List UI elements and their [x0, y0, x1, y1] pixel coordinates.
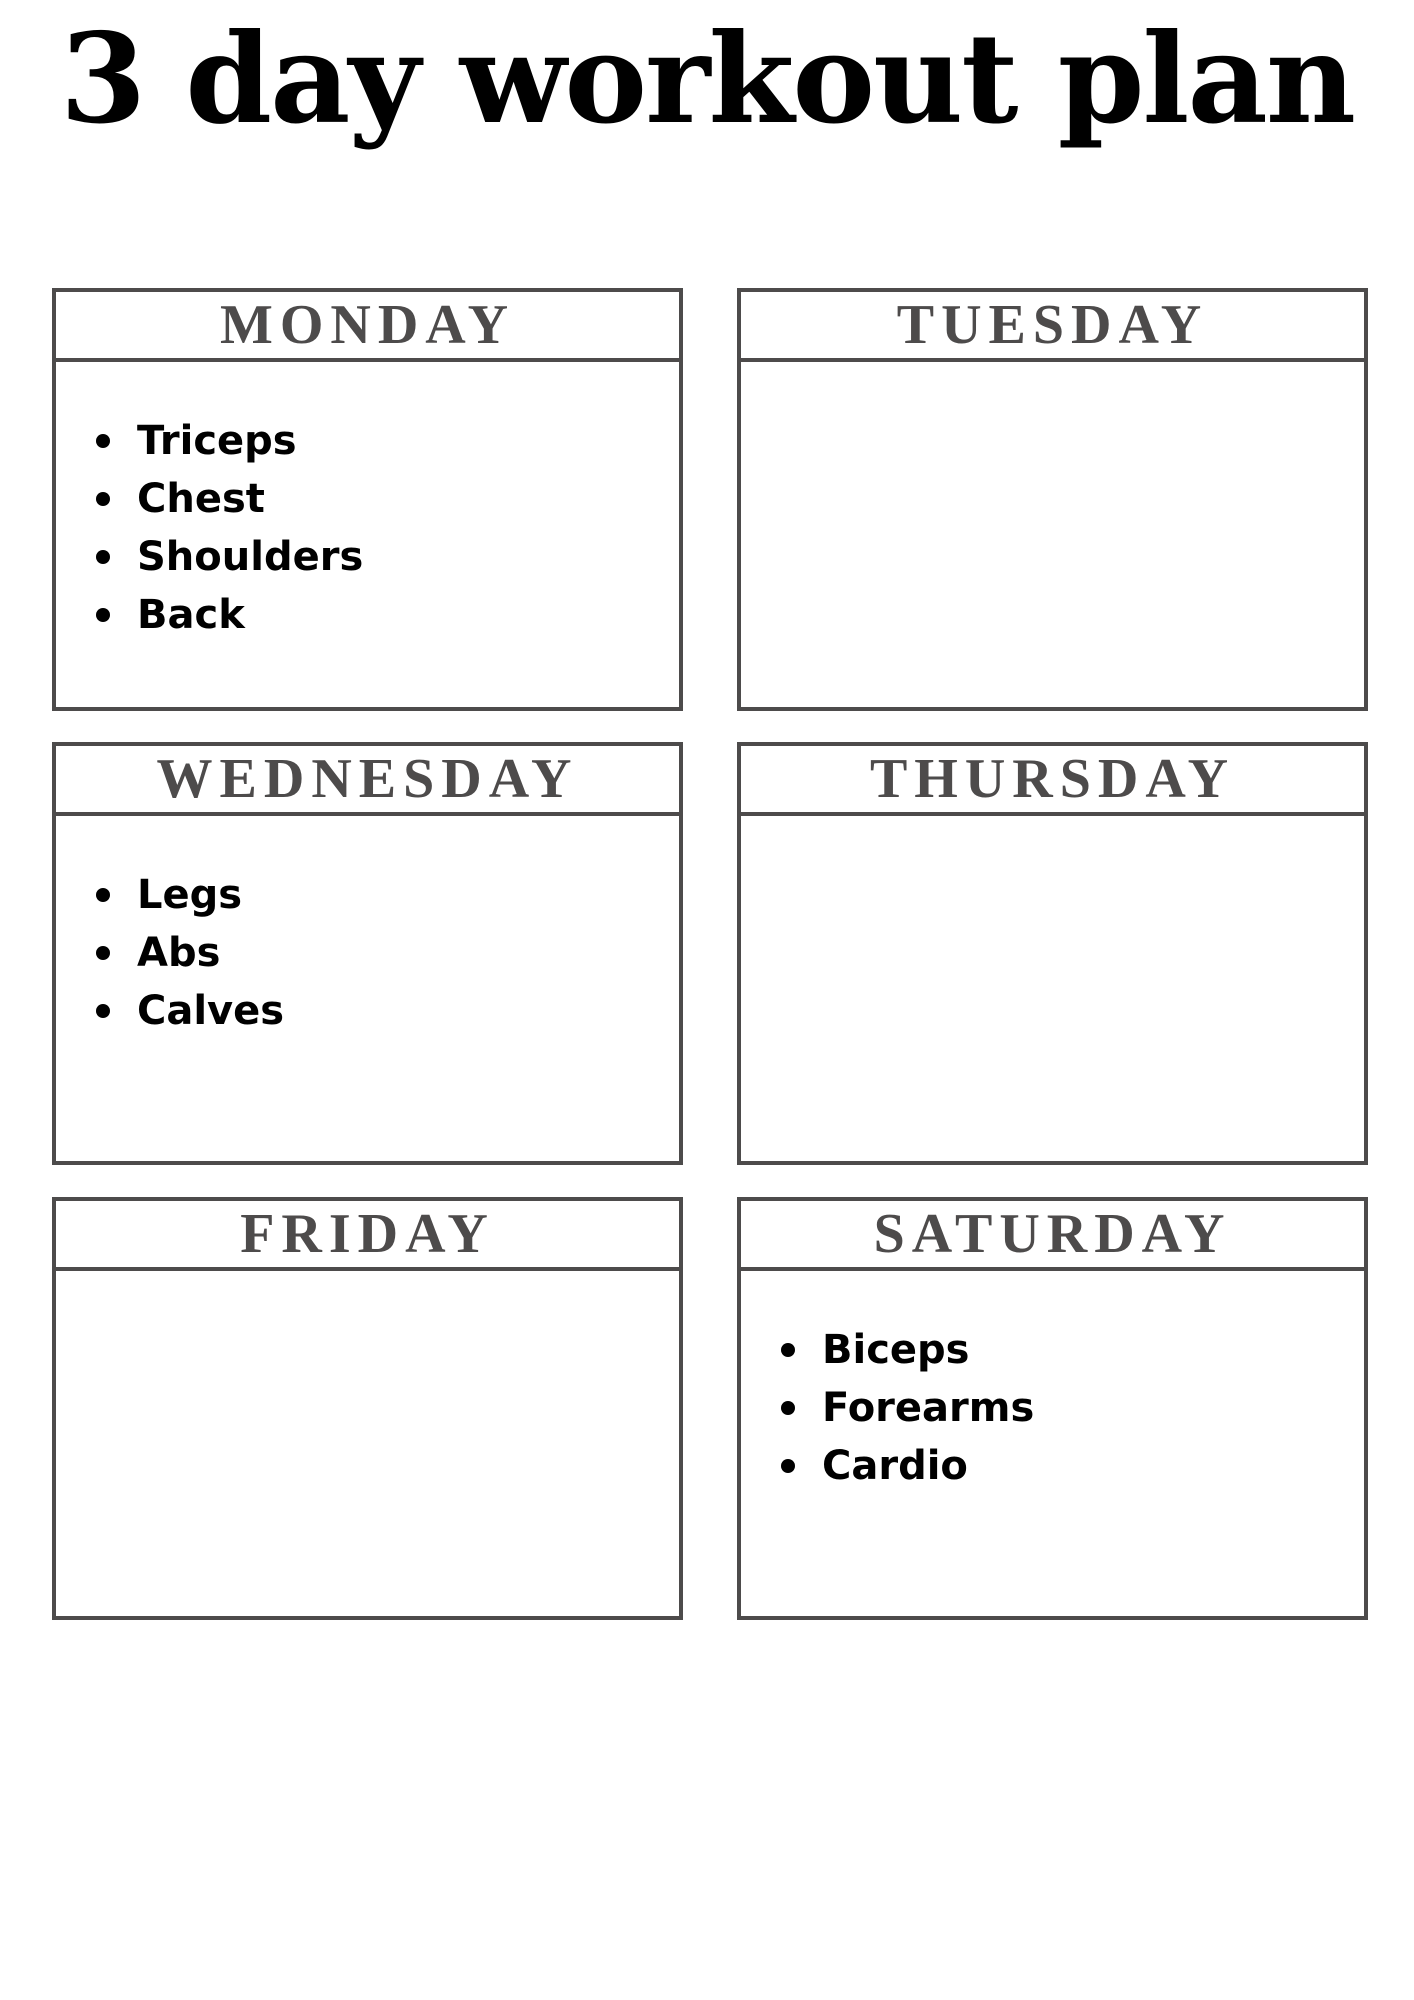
list-item	[96, 528, 363, 586]
bullet-icon	[781, 1343, 795, 1357]
bullet-icon	[781, 1459, 795, 1473]
bullet-icon	[96, 608, 110, 622]
exercise-list-monday	[96, 412, 363, 644]
exercise-list-wednesday	[96, 866, 284, 1040]
exercise-label: Legs	[137, 872, 243, 918]
day-box-thursday	[737, 742, 1368, 1165]
exercise-label: Back	[137, 592, 245, 638]
list-item	[781, 1437, 1034, 1495]
list-item	[96, 924, 284, 982]
list-item	[781, 1321, 1034, 1379]
bullet-icon	[96, 888, 110, 902]
exercise-label: Forearms	[822, 1385, 1035, 1431]
day-header-friday: FRIDAY	[56, 1201, 679, 1271]
day-header-wednesday: WEDNESDAY	[56, 746, 679, 816]
bullet-icon	[96, 550, 110, 564]
exercise-label: Chest	[137, 476, 265, 522]
exercise-label: Abs	[137, 930, 221, 976]
exercise-label: Biceps	[822, 1327, 970, 1373]
list-item	[96, 866, 284, 924]
day-box-saturday	[737, 1197, 1368, 1620]
list-item	[96, 586, 363, 644]
exercise-label: Triceps	[137, 418, 297, 464]
exercise-label: Cardio	[822, 1443, 968, 1489]
bullet-icon	[96, 492, 110, 506]
list-item	[781, 1379, 1034, 1437]
day-header-tuesday: TUESDAY	[741, 292, 1364, 362]
day-box-tuesday	[737, 288, 1368, 711]
day-box-friday	[52, 1197, 683, 1620]
bullet-icon	[96, 946, 110, 960]
day-box-wednesday	[52, 742, 683, 1165]
bullet-icon	[96, 1004, 110, 1018]
bullet-icon	[96, 434, 110, 448]
exercise-label: Shoulders	[137, 534, 364, 580]
exercise-list-saturday	[781, 1321, 1034, 1495]
exercise-label: Calves	[137, 988, 285, 1034]
day-header-monday: MONDAY	[56, 292, 679, 362]
day-header-saturday: SATURDAY	[741, 1201, 1364, 1271]
list-item	[96, 412, 363, 470]
list-item	[96, 982, 284, 1040]
bullet-icon	[781, 1401, 795, 1415]
page-title: 3 day workout plan	[59, 7, 1355, 152]
day-header-thursday: THURSDAY	[741, 746, 1364, 816]
list-item	[96, 470, 363, 528]
day-box-monday	[52, 288, 683, 711]
